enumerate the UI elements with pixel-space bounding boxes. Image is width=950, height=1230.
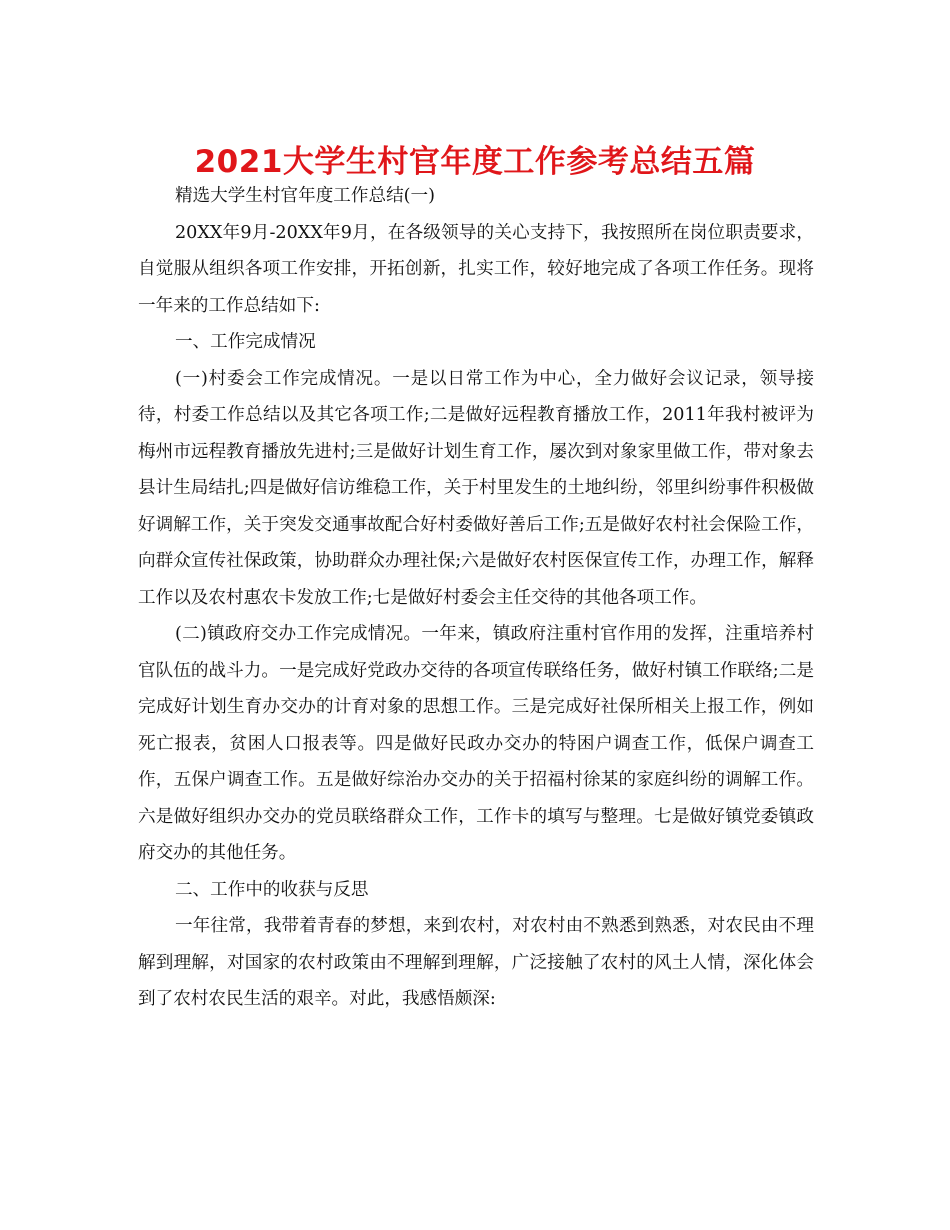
paragraph-intro: 20XX年9月-20XX年9月，在各级领导的关心支持下，我按照所在岗位职责要求，自觉服从组织各项工作安排，开拓创新，扎实工作，较好地完成了各项工作任务。现将一年来的工作总结如下: [138, 222, 814, 316]
document-body [138, 178, 814, 1018]
paragraph-reflection: 一年往常，我带着青春的梦想，来到农村，对农村由不熟悉到熟悉，对农民由不理解到理解，对国家的农村政策由不理解到理解，广泛接触了农村的风土人情，深化体会到了农村农民生活的艰辛。对此，我感悟颇深: [138, 916, 814, 1009]
section-subtitle: 精选大学生村官年度工作总结(一) [174, 186, 435, 206]
heading-gains-reflection: 二、工作中的收获与反思 [174, 879, 369, 900]
heading-work-completion: 一、工作完成情况 [174, 332, 316, 352]
paragraph-town-government: (二)镇政府交办工作完成情况。一年来，镇政府注重村官作用的发挥，注重培养村官队伍的战斗力。一是完成好党政办交待的各项宣传联络任务，做好村镇工作联络;二是完成好计划生育办交办的计育对象的思想工作。三是完成好社保所相关上报工作，例如死亡报表，贫困人口报表等。四是做好民政办交办的特困户调查工作，低保户调查工作，五保户调查工作。五是做好综治办交办的关于招福村徐某的家庭纠纷的调解工作。六是做好组织办交办的党员联络群众工作，工作卡的填写与整理。七是做好镇党委镇政府交办的其他任务。 [138, 624, 814, 863]
document-title: 2021大学生村官年度工作参考总结五篇 [194, 144, 756, 180]
paragraph-village-committee: (一)村委会工作完成情况。一是以日常工作为中心，全力做好会议记录，领导接待，村委工作总结以及其它各项工作;二是做好远程教育播放工作，2011年我村被评为梅州市远程教育播放先进村;三是做好计划生育工作，屡次到对象家里做工作，带对象去县计生局结扎;四是做好信访维稳工作，关于村里发生的土地纠纷，邻里纠纷事件积极做好调解工作，关于突发交通事故配合好村委做好善后工作;五是做好农村社会保险工作，向群众宣传社保政策，协助群众办理社保;六是做好农村医保宣传工作，办理工作，解释工作以及农村惠农卡发放工作;七是做好村委会主任交待的其他各项工作。 [138, 368, 814, 608]
